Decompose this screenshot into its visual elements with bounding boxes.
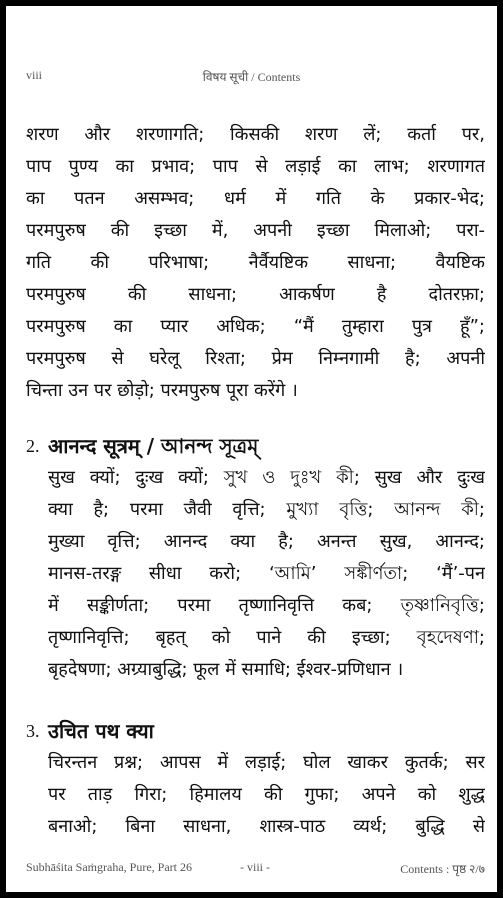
text-line: शरण और शरणागति; किसकी शरण लें; कर्ता पर,: [26, 124, 485, 145]
section-title: उचित पथ क्या: [48, 719, 154, 743]
text-line: में सङ्कीर्णता; परमा तृष्णानिवृत्ति कब; তৃষ্ণানিবৃত্তি;: [48, 595, 485, 616]
section-3: [26, 715, 485, 843]
text-line: परमपुरुष का प्यार अधिक; “मैं तुम्हारा पुत्र हूँ”;: [26, 316, 485, 337]
header-title: विषय सूची / Contents: [202, 70, 301, 84]
intro-paragraph: [26, 119, 485, 407]
text-line: पाप पुण्य का प्रभाव; पाप से लड़ाई का लाभ; शरणागत: [26, 156, 485, 177]
text-line: बृहदेषणा; अग्र्याबुद्धि; फूल में समाधि; ईश्वर-प्रणिधान ।: [48, 659, 404, 680]
text-line: सुख क्यों; दुःख क्यों; সুখ ও দুঃখ কী; सुख और दुःख: [48, 467, 485, 488]
text-line: मुख्या वृत्ति; आनन्द क्या है; अनन्त सुख, आनन्द;: [48, 531, 485, 552]
section-title: आनन्द सूत्रम् / আনন্দ সূত্রম্: [48, 434, 259, 458]
text-line: परमपुरुष की साधना; आकर्षण है दोतरफ़ा;: [26, 284, 485, 305]
section-heading: [26, 715, 485, 747]
section-body: [48, 462, 485, 686]
document-page: [6, 6, 497, 892]
text-line: बनाओ; बिना साधना, शास्त्र-पाठ व्यर्थ; बुद्धि से: [48, 816, 485, 837]
text-line: गति की परिभाषा; नैर्वैयष्टिक साधना; वैयष्टिक: [26, 252, 485, 273]
section-body: [48, 747, 485, 843]
section-2: [26, 430, 485, 686]
text-line: परमपुरुष की इच्छा में, अपनी इच्छा मिलाओ; परा-: [26, 220, 485, 241]
section-heading: [26, 430, 485, 462]
text-line: का पतन असम्भव; धर्म में गति के प्रकार-भेद;: [26, 188, 485, 209]
text-line: मानस-तरङ्ग सीधा करो; ‘আমি’ সঙ্কীর্ণতা; ‘मैं’-पन: [48, 563, 485, 584]
footer-contents-page: Contents : पृष्ठ २/७: [400, 862, 485, 876]
header-page-number: viii: [26, 68, 43, 82]
text-line: चिन्ता उन पर छोड़ो; परमपुरुष पूरा करेंगे ।: [26, 380, 298, 401]
text-line: क्या है; परमा जैवी वृत्ति; মুখ্যা বৃত্তি; আনন্দ কী;: [48, 499, 485, 520]
section-number: 2.: [26, 436, 40, 456]
text-line: चिरन्तन प्रश्न; आपस में लड़ाई; घोल खाकर कुतर्क; सर: [48, 752, 485, 773]
section-number: 3.: [26, 721, 40, 741]
text-line: तृष्णानिवृत्ति; बृहत् को पाने की इच्छा; বৃহদেষণা;: [48, 627, 485, 648]
footer-book-title: Subhāśita Saṁgraha, Pure, Part 26: [26, 860, 192, 874]
text-line: परमपुरुष से घरेलू रिश्ता; प्रेम निम्नगामी है; अपनी: [26, 348, 485, 369]
text-line: पर ताड़ गिरा; हिमालय की गुफा; अपने को शुद्ध: [48, 784, 485, 805]
footer-page-number: - viii -: [240, 860, 270, 874]
